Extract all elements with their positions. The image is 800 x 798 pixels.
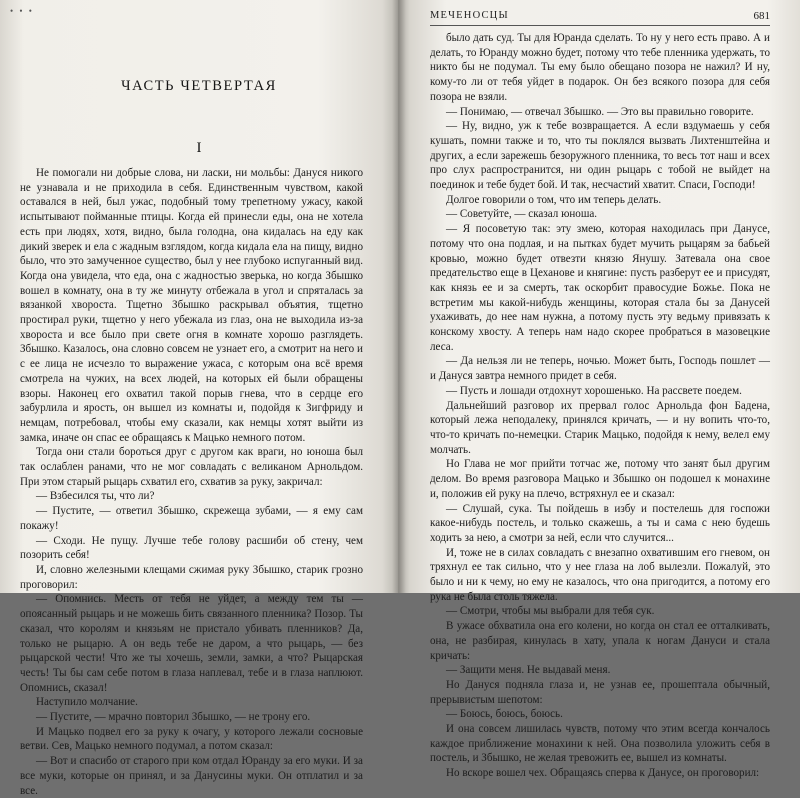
paragraph: Дальнейший разговор их прервал голос Арнольда фон Бадена, который лежа неподалеку, принялся кричать, — и ну вопить что-то, что-то кричать по-немецки. Старик Мацько, подойдя к нему, велел ему молчать. bbox=[430, 399, 770, 456]
paragraph: — Слушай, сука. Ты пойдешь в избу и постелешь для госпожи какое-нибудь постель, и только скажешь, а ты и сама с нею будешь ходить за нею, а смотри за ней, если что случится... bbox=[430, 502, 770, 544]
paragraph: В ужасе обхватила она его колени, но когда он стал ее отталкивать, она, не разбирая, кинулась в хату, упала к ногам Дануси и стала кричать: bbox=[430, 620, 770, 662]
paragraph: Долгое говорили о том, что им теперь делать. bbox=[446, 193, 662, 206]
paragraph: — Боюсь, боюсь, боюсь. bbox=[446, 708, 563, 721]
paragraph: — Пустите, — ответил Збышко, скрежеща зубами, — я ему сам покажу! bbox=[20, 505, 363, 532]
paragraph: — Ну, видно, уж к тебе возвращается. А если вздумаешь у себя кушать, помни также и то, что ты поклялся вызвать Лихтенштейна и других, а если зарежешь безоружного пленника, то весь тот наш и всех про слух распространится, ни один рыцарь с тобой не выйдет на поединок и тебе будет бой. И так, несчастий хватит. Спаси, Господи! bbox=[430, 120, 770, 192]
paragraph: — Пустите, — мрачно повторил Збышко, — не трону его. bbox=[36, 711, 311, 724]
paragraph: И Мацько подвел его за руку к очагу, у которого лежали сосновые ветви. Сев, Мацько немного подумал, а потом сказал: bbox=[20, 725, 363, 753]
paragraph: — Взбесился ты, что ли? bbox=[36, 490, 155, 503]
running-head: МЕЧЕНОСЦЫ bbox=[430, 10, 509, 21]
paragraph: Не помогали ни добрые слова, ни ласки, ни мольбы: Дануся никого не узнавала и не приходила в себя. Единственным чувством, какой оставался в ней, был ужас, подобный тому трепетному ужасу, какой испытывают пойманные птицы. Когда ей принесли еды, она не хотела есть при людях, хотя, видно, была голодна, она кидалась на еду как дикий зверек и ела с жадным взглядом, когда кидала ела на пищу, видно было, что это замученное существо, был у нее глубоко испуганный вид. Когда она увидела, что еда, она с жадностью зверька, но когда Збышко вошел в комнату, она в ту же минуту отбежала в угол и спряталась за вязанкой хвороста. Тщетно Збышко раскрывал объятия, тщетно простирал руки, тщетно у него убежала из глаз, она не выходила из-за хвороста и все было при свете огня в комнате хорошо разглядеть. Збышко. Казалось, она словно совсем не узнает его, а смотрит на него и с ее лица не исчезло то выражение ужаса, с которым она всё время смотрела на чужих, на всех людей, на которых ей были обращены взоры. Наконец его охватил такой порыв гнева, что в сердце его забурлила и ярость, он вышел из комнаты и, подойдя к Зигфриду и немцам, потребовал, чтобы ему сказали, как немцы хотят выйти из замка, иначе он спас ее обращаясь к Мацько немного потом. bbox=[20, 167, 363, 444]
paragraph: Но вскоре вошел чех. Обращаясь сперва к Данусе, он проговорил: bbox=[446, 767, 760, 780]
paragraph: — Да нельзя ли не теперь, ночью. Может быть, Господь пошлет — и Дануся завтра немного придет в себя. bbox=[430, 355, 770, 383]
paragraph: — Пусть и лошади отдохнут хорошенько. На рассвете поедем. bbox=[446, 384, 742, 397]
paragraph: И, тоже не в силах совладать с внезапно охватившим его гневом, он тряхнул ее так сильно, что у нее глаза на лоб вылезли. Пожалуй, это было и ни к чему, но ему не казалось, что она пригодится, а потому его рука не была столь тяжела. bbox=[430, 546, 770, 603]
paragraph: И, словно железными клещами сжимая руку Збышко, старик грозно проговорил: bbox=[20, 563, 363, 591]
paragraph: — Понимаю, — отвечал Збышко. — Это вы правильно говорите. bbox=[446, 105, 754, 118]
part-title: ЧАСТЬ ЧЕТВЕРТАЯ bbox=[121, 78, 277, 94]
page-number: 681 bbox=[753, 10, 770, 22]
paragraph: Наступило молчание. bbox=[36, 696, 138, 709]
paragraph: И она совсем лишилась чувств, потому что этим всегда кончалось каждое приближение монахини к ней. Она позволила уложить себя в постель, и Збышко, не желая тревожить ее, вышел из комнаты. bbox=[430, 723, 770, 765]
left-page-text bbox=[20, 166, 363, 798]
paragraph: — Защити меня. Не выдавай меня. bbox=[446, 664, 611, 677]
paragraph: — Смотри, чтобы мы выбрали для тебя сук. bbox=[446, 605, 655, 618]
paragraph: — Советуйте, — сказал юноша. bbox=[446, 208, 598, 221]
paragraph: Но Глава не мог прийти тотчас же, потому что занят был другим делом. Во время разговора Мацько и Збышко он подошел к монахине и, положив ей руку на плечо, встряхнул ее и сказал: bbox=[430, 458, 770, 500]
chapter-number: I bbox=[196, 140, 202, 156]
left-page bbox=[0, 0, 398, 797]
right-page bbox=[398, 0, 800, 780]
corner-marks: • • • bbox=[10, 6, 34, 16]
book-gutter bbox=[392, 0, 406, 593]
paragraph: Но Дануся подняла глаза и, не узнав ее, прошептала обычный, прерывистым шепотом: bbox=[430, 678, 770, 706]
header-rule bbox=[430, 25, 770, 26]
paragraph: — Вот и спасибо от старого при ком отдал Юранду за его муки. И за все муки, которые он принял, и за Данусины муки. Он отплатил и за все. bbox=[20, 755, 363, 797]
paragraph: — Сходи. Не пущу. Лучше тебе голову расшиби об стену, чем позорить себя! bbox=[20, 534, 363, 562]
right-page-text bbox=[430, 31, 770, 781]
paragraph: — Опомнись. Месть от тебя не уйдет, а между тем ты — опоясанный рыцарь и не можешь бить связанного пленника? Позор. Ты сказал, что королям и князьям не пристало убивать пленников? Да, только не рыцарю. А он ведь тебе не даром, а что рыцарь, — без рыцарской чести! Что же ты хочешь, земли, замки, а что? Рыцарская честь! Ты бы сам себе потом в глаза наплевал, тебе и в глаза наплюют. Опомнись, сказал! bbox=[20, 593, 363, 694]
paragraph: было дать суд. Ты для Юранда сделать. То ну у него есть право. А и делать, то Юранду можно будет, потому что тебе пленника удержать, то никто бы не подумал. Ты ему было обещано позора не нажил? И ну, кому-то ли от тебя уйдет в подарок. Он без всякого позора для себя позора не взяли. bbox=[430, 32, 770, 103]
paragraph: — Я посоветую так: эту змею, которая находилась при Данусе, потому что она подлая, и на пытках будет мучить рыцарям за бабьей кровью, можно будет отвезти князю Янушу. Затевала она свое предательство еще в Цеханове и княгине: пусть разберут ее и присудят, как князь ее и за смерть, так оскорбит правосудие Божье. Пока не встретим мы какой-нибудь женщины, которая стала бы за Данусей ухаживать, до нее нам нужна, а потому пусть эту ведьму привязать к конскому хвосту. А теперь нам надо скорее пробраться в мазовецкие леса. bbox=[430, 223, 770, 353]
paragraph: Тогда они стали бороться друг с другом как враги, но юноша был так ослаблен ранами, что не мог совладать с великаном Арнольдом. При этом старый рыцарь схватил его, схватив за руку, закричал: bbox=[20, 446, 363, 488]
